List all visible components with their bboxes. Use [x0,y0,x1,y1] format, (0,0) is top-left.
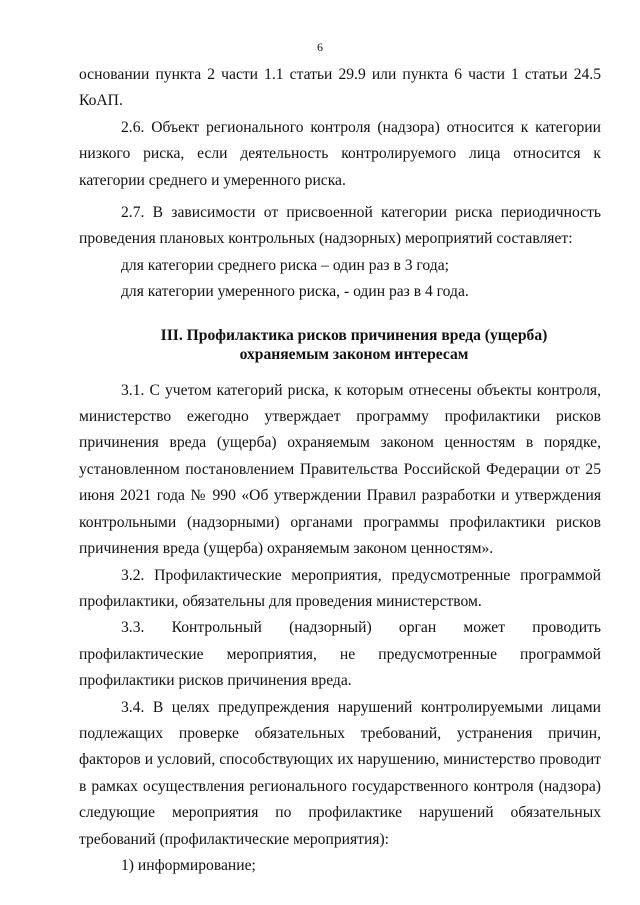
paragraph-3-2: 3.2. Профилактические мероприятия, предусмотренные программой профилактики, обязательны для проведения министерством. [79,566,601,610]
list-item-moderate-risk: для категории умеренного риска, - один раз в 4 года. [121,283,469,301]
paragraph-2-6: 2.6. Объект регионального контроля (надзора) относится к категории низкого риска, если деятельность контролируемого лица относится к категории среднего и умеренного риска. [79,118,601,189]
list-item-medium-risk: для категории среднего риска – один раз в 3 года; [121,256,449,274]
paragraph-3-1: 3.1. С учетом категорий риска, к которым отнесены объекты контроля, министерство ежегодно утверждает программу профилактики рисков причинения вреда (ущерба) охраняемым законом ценностям в порядке, установленном постановлением Правительства Российской Федерации от 25 июня 2021 года № 990 «Об утверждении Правил разработки и утверждения контрольными (надзорными) органами программы профилактики рисков причинения вреда (ущерба) охраняемым законом ценностям». [79,381,601,558]
paragraph-3-3: 3.3. Контрольный (надзорный) орган может проводить профилактические мероприятия, не предусмотренные программой профилактики рисков причинения вреда. [79,619,601,690]
section-heading-line-2: охраняемым законом интересам [239,345,469,363]
list-item-informing: 1) информирование; [121,856,256,874]
paragraph-2-7: 2.7. В зависимости от присвоенной категории риска периодичность проведения плановых контрольных (надзорных) мероприятий составляет: [79,204,601,248]
section-heading [79,326,601,364]
page-number: 6 [317,40,323,54]
section-heading-line-1: III. Профилактика рисков причинения вреда (ущерба) [160,326,548,344]
document-body [79,62,601,879]
paragraph-continuation: основании пункта 2 части 1.1 статьи 29.9 или пункта 6 части 1 статьи 24.5 КоАП. [79,66,601,110]
paragraph-3-4: 3.4. В целях предупреждения нарушений контролируемыми лицами подлежащих проверке обязательных требований, устранения причин, факторов и условий, способствующих их нарушению, министерство проводит в рамках осуществления регионального государственного контроля (надзора) следующие мероприятия по профилактике нарушений обязательных требований (профилактические мероприятия): [79,698,601,848]
